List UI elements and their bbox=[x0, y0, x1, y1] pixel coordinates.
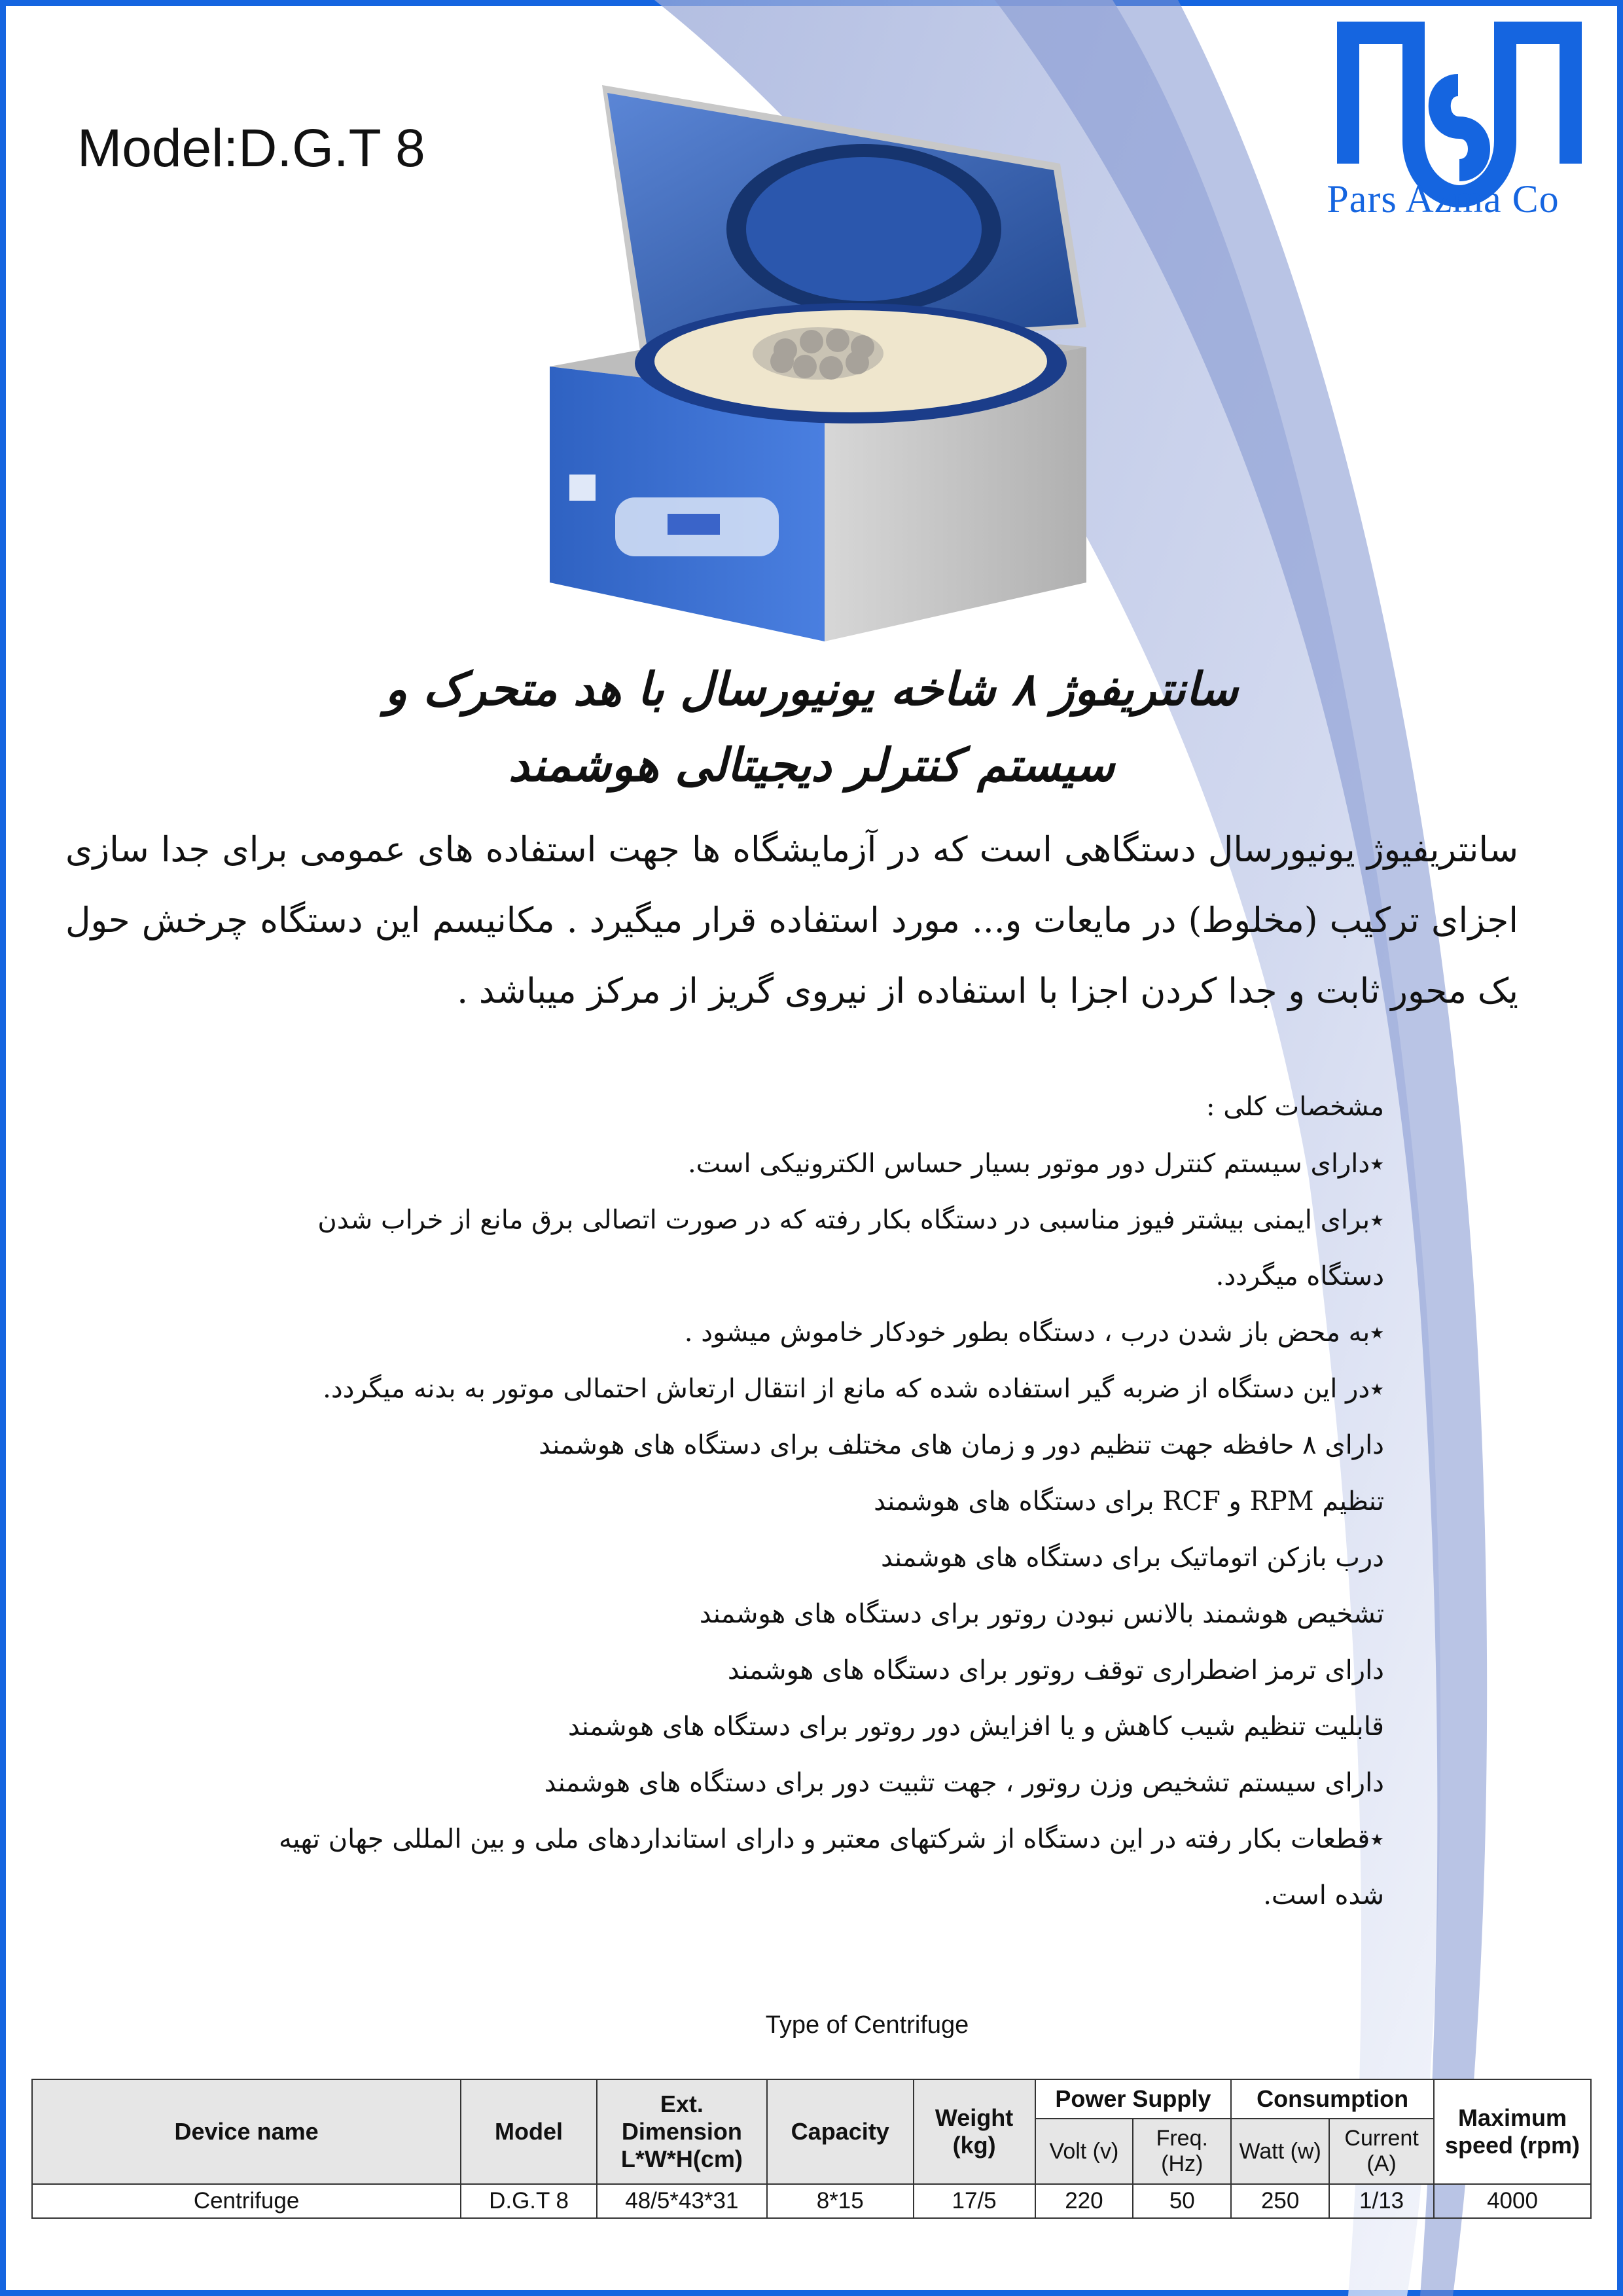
centrifuge-product-image bbox=[524, 72, 1099, 648]
header-max-speed: Maximum speed (rpm) bbox=[1434, 2079, 1591, 2184]
cell-ext-dimension: 48/5*43*31 bbox=[597, 2184, 767, 2218]
product-title-line1: سانتریفوژ ۸ شاخه یونیورسال با هد متحرک و bbox=[385, 662, 1238, 716]
table-row bbox=[32, 2184, 1591, 2218]
table-caption: Type of Centrifuge bbox=[765, 2011, 969, 2039]
feature-item: ٭دارای سیستم کنترل دور موتور بسیار حساس الکترونیکی است. bbox=[687, 1149, 1384, 1179]
header-weight: Weight (kg) bbox=[914, 2079, 1035, 2184]
cell-volt: 220 bbox=[1035, 2184, 1133, 2218]
feature-item: ٭به محض باز شدن درب ، دستگاه بطور خودکار خاموش میشود . bbox=[684, 1318, 1384, 1348]
header-model: Model bbox=[461, 2079, 597, 2184]
spec-table bbox=[31, 2079, 1592, 2219]
cell-weight: 17/5 bbox=[914, 2184, 1035, 2218]
feature-list bbox=[275, 1136, 1384, 1924]
feature-item: ٭برای ایمنی بیشتر فیوز مناسبی در دستگاه بکار رفته که در صورت اتصالی برق مانع از خراب شدن دستگاه میگردد. bbox=[317, 1205, 1384, 1291]
cell-freq: 50 bbox=[1133, 2184, 1231, 2218]
product-description: سانتریفیوژ یونیورسال دستگاهی است که در آزمایشگاه ها جهت استفاده های عمومی برای جدا سازی اجزای ترکیب (مخلوط) در مایعات و... مورد استفاده قرار میگیرد . مکانیسم این دستگاه چرخش حول یک محور ثابت و جدا کردن اجزا با استفاده از نیروی گریز از مرکز میباشد . bbox=[65, 830, 1518, 1011]
model-label: Model:D.G.T 8 bbox=[77, 118, 425, 178]
header-freq: Freq. (Hz) bbox=[1133, 2119, 1231, 2184]
feature-item: تشخیص هوشمند بالانس نبودن روتور برای دستگاه های هوشمند bbox=[699, 1599, 1384, 1629]
specs-heading: مشخصات کلی : bbox=[1206, 1092, 1384, 1122]
product-title-line2: سیستم کنترلر دیجیتالی هوشمند bbox=[508, 738, 1115, 792]
bullet-star-icon: ٭ bbox=[1370, 1318, 1384, 1348]
cell-watt: 250 bbox=[1231, 2184, 1329, 2218]
feature-item: دارای سیستم تشخیص وزن روتور ، جهت تثبیت دور برای دستگاه های هوشمند bbox=[544, 1768, 1384, 1798]
cell-current: 1/13 bbox=[1329, 2184, 1434, 2218]
cell-max-speed: 4000 bbox=[1434, 2184, 1591, 2218]
header-current: Current (A) bbox=[1329, 2119, 1434, 2184]
header-volt: Volt (v) bbox=[1035, 2119, 1133, 2184]
bullet-star-icon: ٭ bbox=[1370, 1824, 1384, 1854]
cell-device-name: Centrifuge bbox=[32, 2184, 461, 2218]
cell-capacity: 8*15 bbox=[767, 2184, 914, 2218]
feature-item: دارای ترمز اضطراری توقف روتور برای دستگاه های هوشمند bbox=[727, 1655, 1384, 1685]
header-power-supply: Power Supply bbox=[1035, 2079, 1232, 2119]
bullet-star-icon: ٭ bbox=[1370, 1149, 1384, 1179]
bullet-star-icon: ٭ bbox=[1370, 1205, 1384, 1235]
feature-item: قابلیت تنظیم شیب کاهش و یا افزایش دور روتور برای دستگاه های هوشمند bbox=[567, 1712, 1384, 1742]
feature-item: تنظیم RPM و RCF برای دستگاه های هوشمند bbox=[874, 1486, 1384, 1516]
header-ext-dimension: Ext. Dimension L*W*H(cm) bbox=[597, 2079, 767, 2184]
bullet-star-icon: ٭ bbox=[1370, 1374, 1384, 1404]
feature-item: ٭قطعات بکار رفته در این دستگاه از شرکتهای معتبر و دارای استانداردهای ملی و بین المللی جهان تهیه شده است. bbox=[278, 1824, 1384, 1910]
header-consumption: Consumption bbox=[1231, 2079, 1434, 2119]
feature-item: دارای ۸ حافظه جهت تنظیم دور و زمان های مختلف برای دستگاه های هوشمند bbox=[539, 1430, 1384, 1460]
company-name: Pars Azma Co bbox=[1327, 177, 1560, 221]
feature-item: درب بازکن اتوماتیک برای دستگاه های هوشمند bbox=[880, 1543, 1384, 1573]
header-watt: Watt (w) bbox=[1231, 2119, 1329, 2184]
cell-model: D.G.T 8 bbox=[461, 2184, 597, 2218]
header-device-name: Device name bbox=[32, 2079, 461, 2184]
header-capacity: Capacity bbox=[767, 2079, 914, 2184]
feature-item: ٭در این دستگاه از ضربه گیر استفاده شده که مانع از انتقال ارتعاش احتمالی موتور به بدنه میگردد. bbox=[323, 1374, 1384, 1404]
